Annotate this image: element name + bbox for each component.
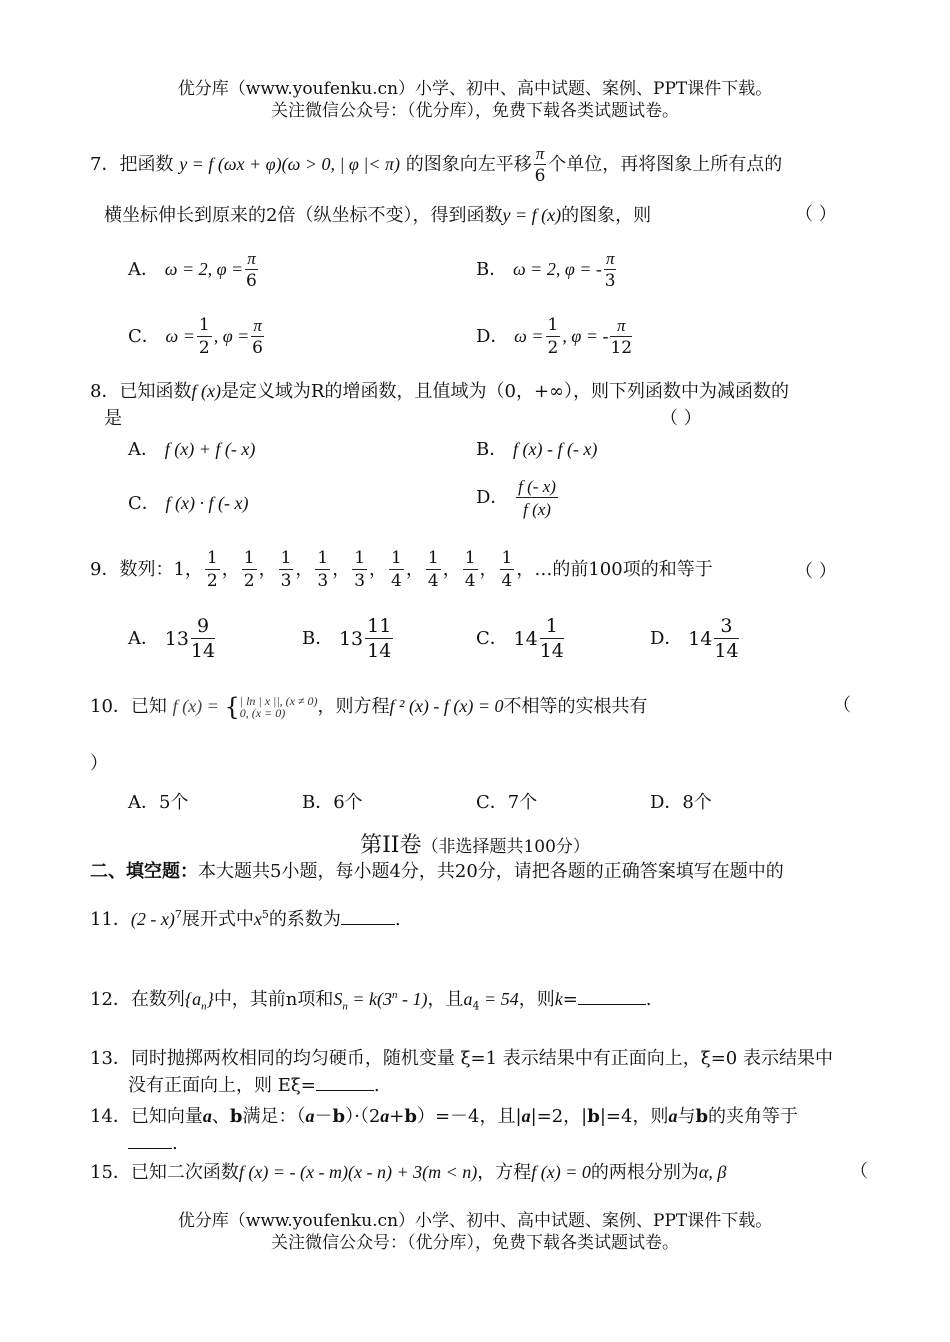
q9-term-fraction: $\frac{1}{3}$ <box>354 548 366 591</box>
q9-term-fraction: $\frac{1}{4}$ <box>427 548 439 591</box>
q7-option-d: D． ω = $\frac{1}{2}$ , φ = - $\frac{\pi}{12}$ <box>476 315 633 358</box>
q8-option-b: B． f (x) - f (- x) <box>476 439 598 460</box>
q9-separator: ， <box>369 559 388 580</box>
q8-option-a: A． f (x) + f (- x) <box>128 439 256 460</box>
q9-term-fraction: $\frac{1}{2}$ <box>243 548 255 591</box>
q13-answer-blank[interactable] <box>316 1074 374 1091</box>
q11-answer-blank[interactable] <box>341 908 395 925</box>
question-14-line-2: . <box>128 1132 178 1156</box>
q9-term-fraction: $\frac{1}{2}$ <box>206 548 218 591</box>
q10-piecewise: | ln | x ||, (x ≠ 0) 0, (x = 0) <box>239 694 318 720</box>
q7-number: 7． <box>90 154 120 175</box>
q7-post: 个单位，再将图象上所有点的 <box>548 154 783 175</box>
q8-option-c: C． f (x) · f (- x) <box>128 493 249 514</box>
q7-option-b: B． ω = 2, φ = - $\frac{\pi}{3}$ <box>476 249 616 291</box>
q9-option-b: B． 13 $\frac{11}{14}$ <box>302 615 392 662</box>
q10-option-b: B．6个 <box>302 792 363 813</box>
footer-line-1: 优分库（www.youfenku.cn）小学、初中、高中试题、案例、PPT课件下载。 <box>177 1211 773 1231</box>
q9-term-fraction: $\frac{1}{4}$ <box>501 548 513 591</box>
q10-option-d: D．8个 <box>650 792 712 813</box>
question-13-line-2: 没有正面向上，则 Eξ= . <box>128 1075 380 1096</box>
question-15: 15．已知二次函数f (x) = - (x - m)(x - n) + 3(m < n)，方程f (x) = 0的两根分别为α, β <box>90 1162 727 1183</box>
q9-option-d: D． 14 $\frac{3}{14}$ <box>650 615 739 662</box>
q9-separator: ， <box>332 559 351 580</box>
q9-separator: ， <box>258 559 277 580</box>
q7-pre: 把函数 <box>119 154 174 175</box>
question-14: 14．已知向量a、b满足：（a－b）·（2a+b）=－4，且|a|=2，|b|=4，则a与b的夹角等于 <box>90 1106 799 1127</box>
q14-answer-blank[interactable] <box>128 1132 172 1149</box>
q9-term-fraction: $\frac{1}{3}$ <box>317 548 329 591</box>
q15-paren: （ <box>850 1161 868 1182</box>
question-13-line-1: 13．同时抛掷两枚相同的均匀硬币，随机变量 ξ=1 表示结果中有正面向上，ξ=0 表示结果中 <box>90 1048 833 1069</box>
q7-option-c: C． ω = $\frac{1}{2}$ , φ = $\frac{\pi}{6}$ <box>128 315 263 358</box>
question-7-line-1 <box>90 145 782 185</box>
q10-option-a: A．5个 <box>128 792 189 813</box>
question-9: 9．数列：1， $\frac{1}{2}$ ， $\frac{1}{2}$ ， $\frac{1}{3}$ ， $\frac{1}{3}$ ， $\frac{1}{3}$ ， $\frac{1}{4}$ ， $\frac{1}{4}$ ， $\frac{1}{4}$ ， $\frac{1}{4}$ ，…的前100项的和等于 <box>90 548 713 591</box>
q9-separator: ， <box>405 559 424 580</box>
q9-separator: ， <box>479 559 498 580</box>
q9-separator: ， <box>221 559 240 580</box>
q9-separator: ， <box>516 559 535 580</box>
question-7-line-2: 横坐标伸长到原来的2倍（纵坐标不变），得到函数y = f (x)的图象，则 <box>104 205 652 226</box>
q10-paren-open: （ <box>833 695 851 716</box>
q8-option-d: D． $\frac{f (- x)}{f (x)}$ <box>476 477 556 519</box>
part-2-instructions: 二、填空题：本大题共5小题，每小题4分，共20分，请把各题的正确答案填写在题中的 <box>90 861 784 882</box>
q9-term-fraction: $\frac{1}{4}$ <box>464 548 476 591</box>
question-10: 10．已知 f (x) = { | ln | x ||, (x ≠ 0) 0, (x = 0) ，则方程f ² (x) - f (x) = 0不相等的实根共有 <box>90 693 648 721</box>
q10-option-c: C．7个 <box>476 792 538 813</box>
question-12: 12．在数列$\{a_n\}$中，其前n项和$S_n = k(3^n - 1)$，且$a_4 = 54$，则k= . <box>90 989 652 1013</box>
q9-separator: ， <box>442 559 461 580</box>
header-line-1: 优分库（www.youfenku.cn）小学、初中、高中试题、案例、PPT课件下载。 <box>177 79 773 99</box>
q7-option-a: A． ω = 2, φ = $\frac{\pi}{6}$ <box>128 249 257 291</box>
q9-answer-paren: （ ） <box>795 561 837 582</box>
question-8-line-2: 是 <box>104 408 122 429</box>
q9-term-fraction: $\frac{1}{4}$ <box>391 548 402 591</box>
q7-function: y = f (ωx + φ)(ω > 0, | φ |< π) <box>179 154 400 174</box>
header-line-2: 关注微信公众号：（优分库），免费下载各类试题试卷。 <box>271 101 679 121</box>
q7-answer-paren: （ ） <box>795 204 837 225</box>
q12-answer-blank[interactable] <box>578 988 646 1005</box>
q9-option-a: A． 13 $\frac{9}{14}$ <box>128 615 216 662</box>
q7-shift-fraction: $\frac{\pi}{6}$ <box>534 144 546 186</box>
q10-paren-close: ） <box>90 753 108 774</box>
question-8-line-1: 8．已知函数f (x)是定义域为R的增函数，且值域为（0，+∞），则下列函数中为减函数的 <box>90 381 790 402</box>
q9-term-fraction: $\frac{1}{3}$ <box>280 548 292 591</box>
section-2-title: 第II卷（非选择题共100分） <box>360 833 590 858</box>
footer-line-2: 关注微信公众号：（优分库），免费下载各类试题试卷。 <box>271 1233 679 1253</box>
q7-mid: 的图象向左平移 <box>405 154 532 175</box>
q9-option-c: C． 14 $\frac{1}{14}$ <box>476 615 564 662</box>
question-11: 11．(2 - x)$^7$展开式中$x^5$的系数为 . <box>90 908 401 930</box>
q9-separator: ， <box>295 559 314 580</box>
q8-answer-paren: （ ） <box>660 408 702 429</box>
